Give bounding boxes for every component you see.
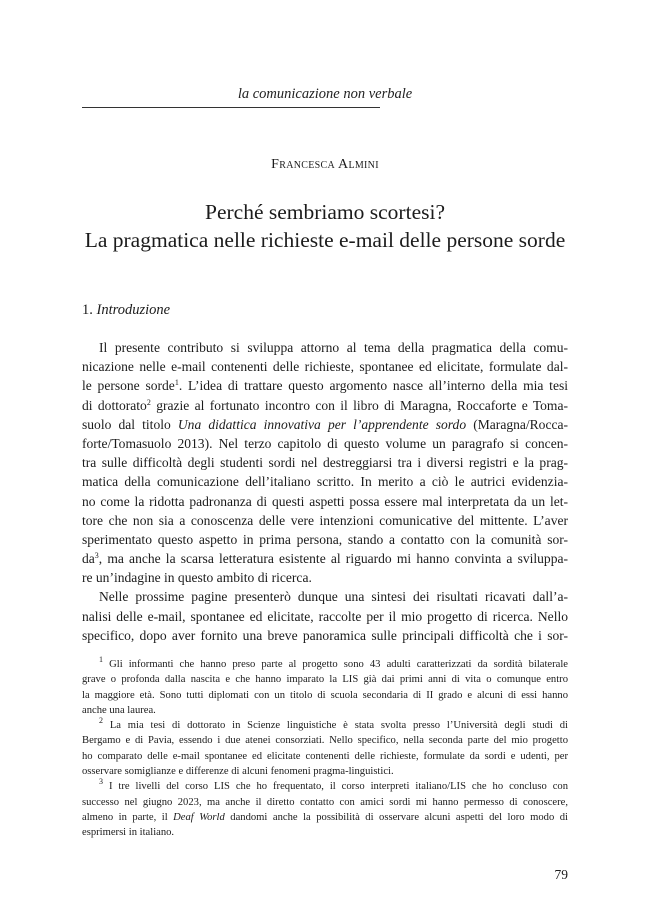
italic-term: Deaf World xyxy=(173,811,225,823)
text-run: dandomi anche la possibilità di osservare alcuni aspetti del loro modo di xyxy=(224,811,568,823)
footnote-line: ho comparato delle e-mail spontanee ed elicitate contenenti delle richieste, formulate da sordi e udenti, per xyxy=(82,750,568,762)
body-line xyxy=(82,376,568,395)
section-title: Introduzione xyxy=(96,302,171,318)
text-run: , ma anche la scarsa letteratura esistente al riguardo mi hanno convinta a sviluppa- xyxy=(98,551,568,567)
page-number: 79 xyxy=(554,867,568,882)
text-run: . L’idea di trattare questo argomento nasce all’interno della mia tesi xyxy=(178,378,568,394)
footnote-ref: 3 xyxy=(94,551,99,561)
running-head: la comunicazione non verbale xyxy=(237,86,413,102)
footnote-number: 1 xyxy=(99,655,103,664)
text-run: I tre livelli del corso LIS che ho frequentato, il corso interpreti italiano/LIS che ho concluso con xyxy=(108,781,568,793)
body-line: tore che non sia a conoscenza delle vere intenzioni comunicative del mittente. L’aver xyxy=(82,512,568,528)
footnote-line xyxy=(82,810,568,825)
footnote-number: 2 xyxy=(99,716,103,726)
section-heading xyxy=(82,302,170,319)
body-line: forte/Tomasuolo 2013). Nel terzo capitolo di questo volume un paragrafo si concen- xyxy=(82,435,568,451)
text-run: le persone sorde xyxy=(82,378,175,394)
article-title xyxy=(0,198,650,254)
footnote-line: successo nel giugno 2023, ma anche il diretto contatto con amici sordi mi hanno permesso di conoscere, xyxy=(82,796,568,808)
text-run: La mia tesi di dottorato in Scienze linguistiche è stata svolta presso l’Università degli studi di xyxy=(109,720,568,732)
cited-book-title: Una didattica innovativa per l’apprendente sordo xyxy=(177,416,467,432)
body-line: specifico, dopo aver fornito una breve panoramica sulle principali difficoltà che i sor- xyxy=(82,627,568,643)
body-line: sperimentato questo aspetto in prima persona, stando a contatto con la comunità sor- xyxy=(82,531,568,547)
footnote-line: osservare somiglianze e differenze di alcuni fenomeni pragma-linguistici. xyxy=(82,766,394,778)
footnote-line: la maggiore età. Sono tutti diplomati con un titolo di scuola secondaria di II grado e alcuni di essi hanno xyxy=(82,689,568,701)
footnote-line: esprimersi in italiano. xyxy=(82,827,175,839)
body-line: tra sulle difficoltà degli studenti sordi nel destreggiarsi tra i diversi registri e la prag- xyxy=(82,455,568,471)
text-run: grazie al fortunato incontro con il libro di Maragna, Roccaforte e Toma- xyxy=(150,397,568,413)
body-line: matica della comunicazione dell’italiano scritto. In merito a ciò le autrici evidenzia- xyxy=(82,474,568,490)
body-line: nalisi delle e-mail, spontanee ed elicitate, raccolte per il mio progetto di ricerca. Nello xyxy=(82,608,568,624)
body-line: nicazione nelle e-mail contenenti delle richieste, spontanee ed elicitate, formulate dal- xyxy=(82,359,568,375)
text-run: (Maragna/Rocca- xyxy=(466,416,569,432)
body-text xyxy=(82,338,568,645)
body-line xyxy=(82,415,568,434)
footnote-line xyxy=(82,718,568,733)
title-line-1: Perché sembriamo scortesi? xyxy=(205,200,445,224)
text-run: almeno in parte, il xyxy=(82,811,174,823)
footnote-line: anche una laurea. xyxy=(82,704,156,716)
body-line: no come la ridotta padronanza di questi aspetti possa essere mal interpretata da un let- xyxy=(82,493,568,509)
footnote-line xyxy=(82,779,568,794)
section-number: 1. xyxy=(82,302,93,318)
footnote-line: grave o profonda dalla nascita e che hanno imparato la LIS già dai primi anni di vita o comunque entro xyxy=(82,674,568,686)
footnote-number: 3 xyxy=(99,777,103,787)
header-rule xyxy=(82,107,380,108)
body-line: Il presente contributo si sviluppa attorno al tema della pragmatica della comu- xyxy=(99,340,568,355)
title-line-2: La pragmatica nelle richieste e-mail delle persone sorde xyxy=(84,228,566,252)
text-run: di dottorato xyxy=(82,397,147,413)
body-line xyxy=(82,549,568,568)
text-run: Gli informanti che hanno preso parte al progetto sono 43 adulti caratterizzati da sordità bilaterale xyxy=(109,659,568,670)
author-name: Francesca Almini xyxy=(271,157,379,172)
text-run: suolo dal titolo xyxy=(82,416,178,432)
footnote-ref: 2 xyxy=(146,397,151,407)
body-line: re un’indagine in questo ambito di ricerca. xyxy=(82,570,312,586)
footnote-ref: 1 xyxy=(174,378,179,388)
text-run: da xyxy=(82,551,95,567)
footnote-line: Bergamo e di Pavia, essendo i due atenei consorziati. Nello specifico, nella seconda parte del mio progetto xyxy=(82,735,568,747)
body-line: Nelle prossime pagine presenterò dunque una sintesi dei risultati ricavati dall’a- xyxy=(99,589,568,605)
footnotes xyxy=(82,657,568,841)
body-line xyxy=(82,396,568,415)
footnote-line xyxy=(82,657,568,672)
